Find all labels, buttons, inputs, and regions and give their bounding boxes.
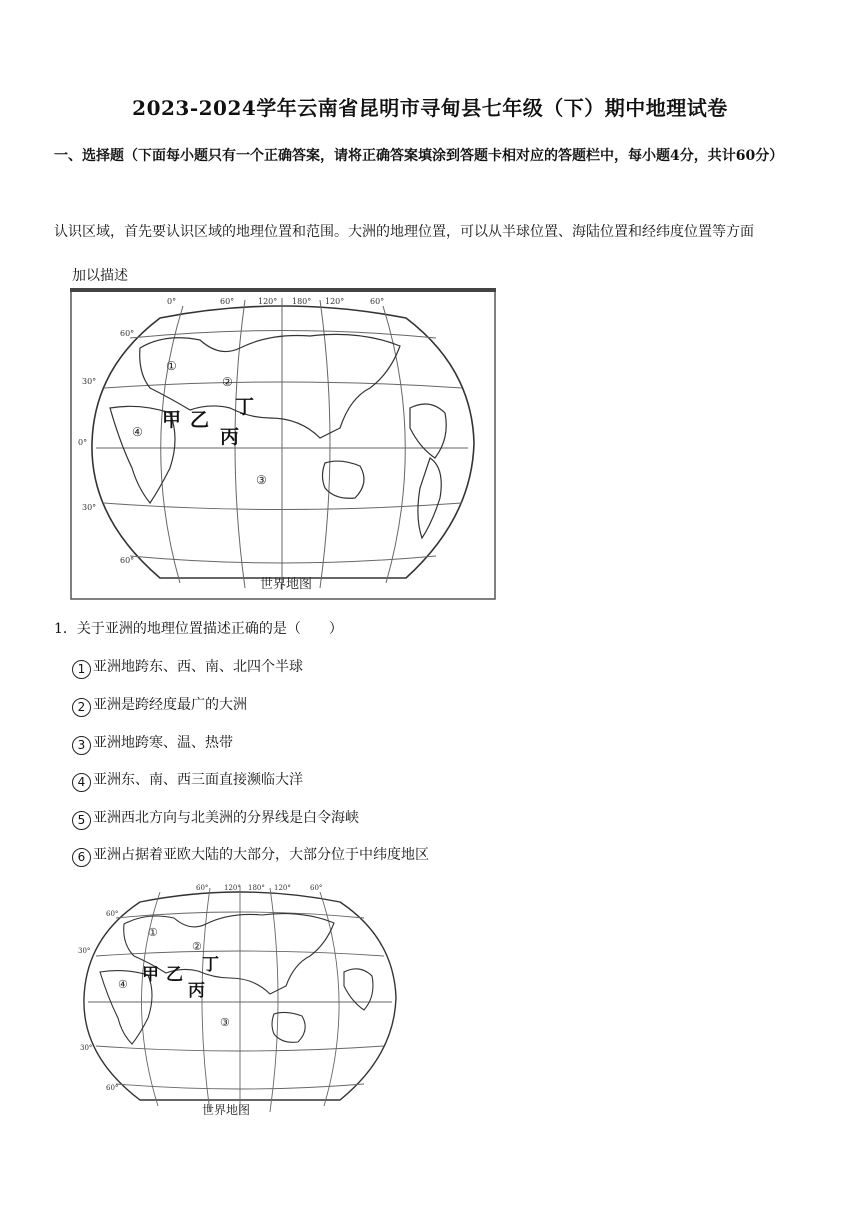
option-text: 亚洲占据着亚欧大陆的大部分，大部分位于中纬度地区 (93, 847, 429, 863)
marker-4: ④ (118, 978, 128, 991)
intro-line-2: 加以描述 (72, 268, 128, 284)
option-text: 亚洲地跨东、西、南、北四个半球 (93, 659, 303, 675)
option-2 (72, 694, 247, 717)
world-map-1 (70, 288, 496, 600)
marker-3: ③ (256, 473, 267, 487)
lat-label: 30° (82, 377, 97, 386)
marker-1: ① (148, 926, 158, 939)
option-text: 亚洲是跨经度最广的大洲 (93, 697, 247, 713)
option-text: 亚洲地跨寒、温、热带 (93, 735, 233, 751)
lon-label: 0° (167, 297, 177, 306)
marker-2: ② (192, 940, 202, 953)
lon-label: 60° (370, 297, 385, 306)
option-number: 6 (72, 848, 91, 867)
place-yi: 乙 (190, 409, 210, 431)
place-jia: 甲 (162, 409, 182, 431)
page-title: 2023-2024学年云南省昆明市寻甸县七年级（下）期中地理试卷 (132, 96, 728, 120)
option-number: 2 (72, 698, 91, 717)
lat-label: 30° (80, 1044, 93, 1052)
lat-label: 60° (106, 910, 119, 918)
marker-4: ④ (132, 425, 143, 439)
lon-label: 120° (325, 297, 345, 306)
option-number: 5 (72, 811, 91, 830)
lon-label: 120° (258, 297, 278, 306)
question-stem: 1．关于亚洲的地理位置描述正确的是（ ） (54, 621, 343, 637)
lon-label: 60° (196, 884, 209, 892)
option-number: 1 (72, 660, 91, 679)
option-1 (72, 656, 303, 679)
marker-2: ② (222, 375, 233, 389)
intro-line-1: 认识区域，首先要认识区域的地理位置和范围。大洲的地理位置，可以从半球位置、海陆位置和经纬度位置等方面 (54, 224, 754, 240)
lat-label: 0° (78, 438, 88, 447)
lat-label: 60° (120, 556, 135, 565)
lon-label: 120° (224, 884, 241, 892)
option-number: 3 (72, 736, 91, 755)
lon-label: 60° (220, 297, 235, 306)
place-ding: 丁 (202, 955, 219, 975)
lon-label: 120° (274, 884, 291, 892)
place-bing: 丙 (220, 426, 240, 448)
lat-label: 60° (120, 329, 135, 338)
map-caption: 世界地图 (202, 1103, 251, 1117)
lat-label: 60° (106, 1084, 119, 1092)
place-bing: 丙 (188, 981, 205, 1001)
lon-label: 180° (248, 884, 265, 892)
lon-label: 60° (310, 884, 323, 892)
place-yi: 乙 (166, 965, 183, 985)
lon-label: 180° (292, 297, 312, 306)
world-map-2 (68, 878, 412, 1120)
marker-3: ③ (220, 1016, 230, 1029)
section-heading: 一、选择题（下面每小题只有一个正确答案，请将正确答案填涂到答题卡相对应的答题栏中，每小题4分，共计60分） (54, 148, 784, 164)
option-4 (72, 769, 303, 792)
map-caption: 世界地图 (260, 577, 313, 592)
intro-paragraph (54, 210, 824, 298)
lat-label: 30° (82, 503, 97, 512)
option-6 (72, 844, 429, 867)
option-number: 4 (72, 773, 91, 792)
marker-1: ① (166, 359, 177, 373)
place-jia: 甲 (142, 965, 159, 985)
lat-label: 30° (78, 947, 91, 955)
option-5 (72, 807, 359, 830)
option-text: 亚洲西北方向与北美洲的分界线是白令海峡 (93, 810, 359, 826)
option-text: 亚洲东、南、西三面直接濒临大洋 (93, 772, 303, 788)
option-3 (72, 732, 233, 755)
place-ding: 丁 (235, 396, 255, 418)
